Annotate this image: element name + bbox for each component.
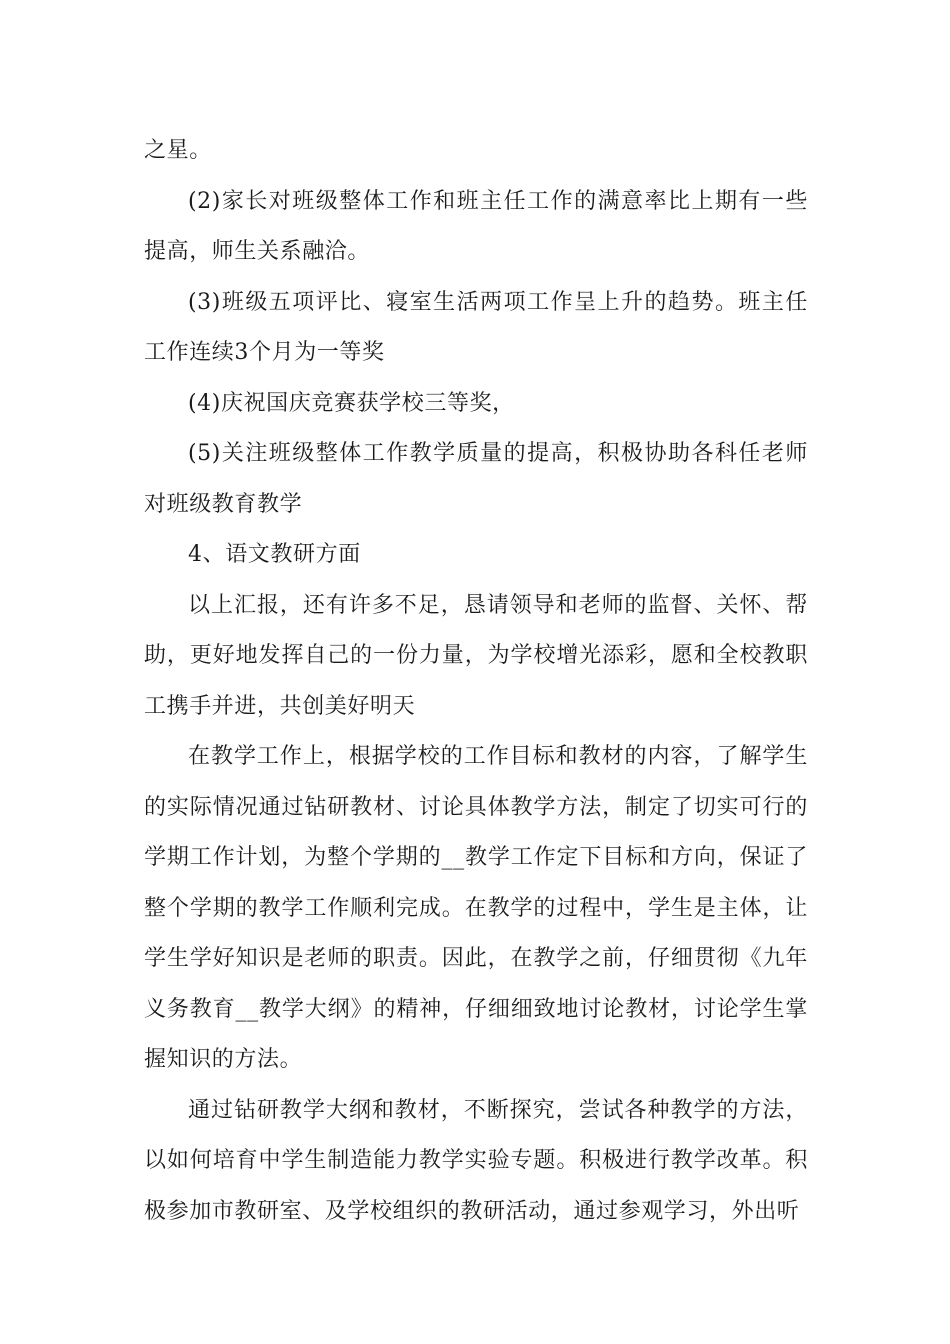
paragraph-5: (5)关注班级整体工作教学质量的提高，积极协助各科任老师对班级教育教学 bbox=[144, 441, 808, 517]
section-heading: 4、语文教研方面 bbox=[188, 542, 361, 567]
paragraph-9: 通过钻研教学大纲和教材，不断探究，尝试各种教学的方法，以如何培育中学生制造能力教学实验专题。积极进行教学改革。积极参加市教研室、及学校组织的教研活动，通过参观学习，外出听 bbox=[144, 1097, 808, 1224]
paragraph-3: (3)班级五项评比、寝室生活两项工作呈上升的趋势。班主任工作连续3个月为一等奖 bbox=[144, 289, 808, 365]
paragraph-2: (2)家长对班级整体工作和班主任工作的满意率比上期有一些提高，师生关系融洽。 bbox=[144, 188, 808, 264]
paragraph-7: 以上汇报，还有许多不足，恳请领导和老师的监督、关怀、帮助，更好地发挥自己的一份力量，为学校增光添彩，愿和全校教职工携手并进，共创美好明天 bbox=[144, 592, 808, 719]
document-body bbox=[144, 126, 808, 1237]
paragraph-1: 之星。 bbox=[144, 138, 212, 163]
paragraph-8: 在教学工作上，根据学校的工作目标和教材的内容，了解学生的实际情况通过钻研教材、讨论具体教学方法，制定了切实可行的学期工作计划，为整个学期的__教学工作定下目标和方向，保证了整个学期的教学工作顺利完成。在教学的过程中，学生是主体，让学生学好知识是老师的职责。因此，在教学之前，仔细贯彻《九年义务教育__教学大纲》的精神，仔细细致地讨论教材，讨论学生掌握知识的方法。 bbox=[144, 744, 808, 1072]
paragraph-4: (4)庆祝国庆竞赛获学校三等奖， bbox=[188, 390, 515, 416]
